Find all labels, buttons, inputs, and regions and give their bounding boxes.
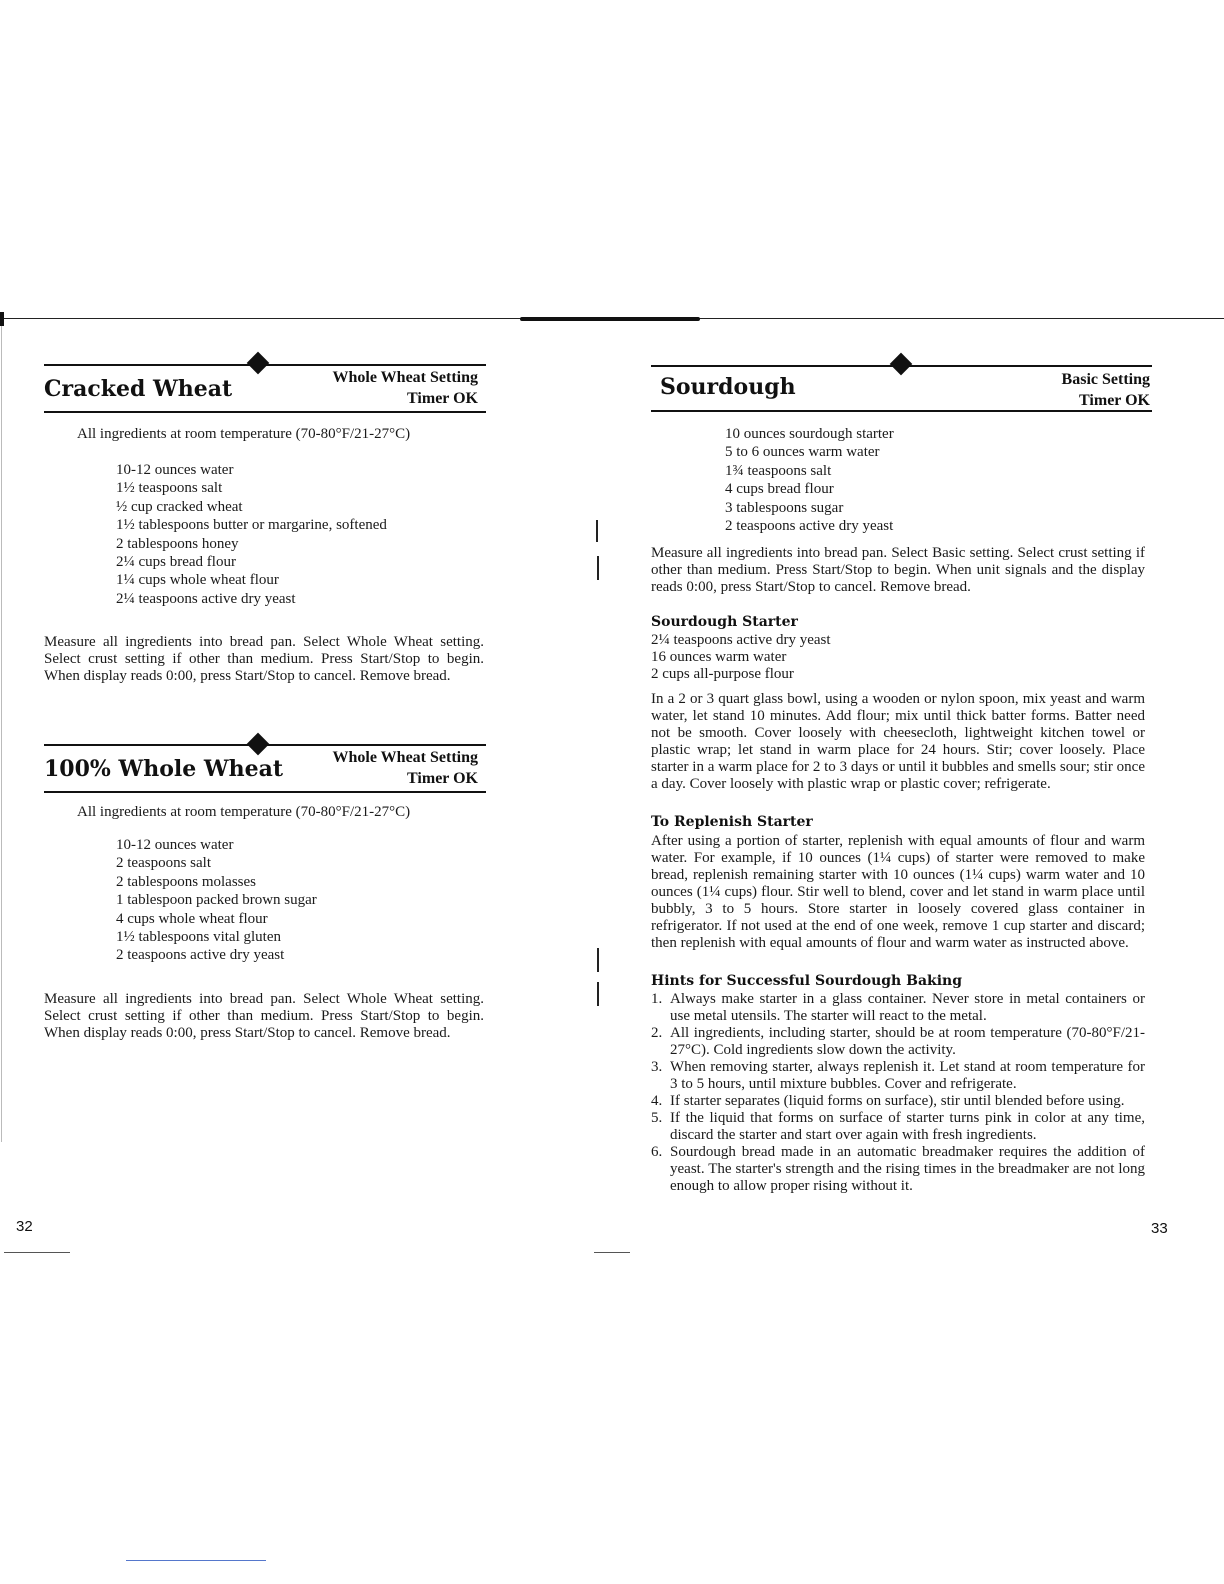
recipe-title: Sourdough <box>660 374 796 400</box>
ingredient: 2 teaspoons salt <box>116 855 211 872</box>
directions: Measure all ingredients into bread pan. Select Whole Wheat setting. Select crust setting if other than medium. Press Start/Stop to begin. When display reads 0:00, press Start/Stop to cancel. Remove bread. <box>44 991 484 1041</box>
page-number: 32 <box>16 1218 33 1235</box>
ingredient: 3 tablespoons sugar <box>725 499 844 516</box>
setting-label: Basic Setting <box>1061 371 1150 388</box>
ingredient: 16 ounces warm water <box>651 649 787 665</box>
directions: Measure all ingredients into bread pan. Select Basic setting. Select crust setting if other than medium. Press Start/Stop to begin. When unit signals and the display reads 0:00, press Start/Stop to cancel. Remove bread. <box>651 545 1145 595</box>
header-rule-bottom <box>44 411 486 413</box>
diamond-ornament <box>890 353 913 376</box>
list-item: 3. When removing starter, always replenish it. Let stand at room temperature for 3 to 5 hours, until mixture bubbles. Cover and refrigerate. <box>651 1059 1145 1092</box>
page-number: 33 <box>1151 1220 1168 1237</box>
diamond-ornament <box>247 733 270 756</box>
header-rule-bottom <box>44 791 486 793</box>
list-item: 5. If the liquid that forms on surface of starter turns pink in color at any time, discard the starter and start over again with fresh ingredients. <box>651 1110 1145 1143</box>
starter-ingredient-list <box>651 632 831 683</box>
starter-directions: In a 2 or 3 quart glass bowl, using a wooden or nylon spoon, mix yeast and warm water, let stand 10 minutes. Add flour; mix until thick batter forms. Batter need not be smooth. Cover loosely with cheesecloth, lightweight kitchen towel or plastic wrap; let stand in warm place for 24 hours. Stir; cover loosely. Place starter in a warm place for 2 to 3 days or until it bubbles and smells sour; stir once a day. Cover loosely with plastic wrap or plastic cover; refrigerate. <box>651 691 1145 792</box>
ingredient: 1½ tablespoons vital gluten <box>116 929 281 946</box>
recipe-setting <box>1062 369 1150 411</box>
list-item: 2. All ingredients, including starter, should be at room temperature (70-80°F/21-27°C). Cold ingredients slow down the activity. <box>651 1025 1145 1058</box>
binder-mark <box>597 556 599 580</box>
bottom-edge-line <box>4 1252 70 1253</box>
timer-label: Timer OK <box>1079 392 1150 409</box>
binder-mark <box>597 948 599 972</box>
list-item: 4. If starter separates (liquid forms on surface), stir until blended before using. <box>651 1093 1125 1109</box>
ingredient: 10-12 ounces water <box>116 837 234 853</box>
ingredient: 2 tablespoons honey <box>116 535 239 552</box>
ingredient: 1 tablespoon packed brown sugar <box>116 892 317 909</box>
ingredient: 2 teaspoons active dry yeast <box>725 518 894 535</box>
ingredient: 2¼ teaspoons active dry yeast <box>116 590 296 607</box>
ingredient-list <box>116 836 317 965</box>
ingredient: 5 to 6 ounces warm water <box>725 444 880 461</box>
hints-list <box>651 991 1145 1195</box>
ingredient: 2¼ teaspoons active dry yeast <box>651 632 831 648</box>
left-edge-mark <box>0 312 4 326</box>
setting-label: Whole Wheat Setting <box>332 369 478 386</box>
left-edge-line <box>1 326 2 1142</box>
top-scan-smudge <box>520 317 700 321</box>
replenish-directions: After using a portion of starter, replenish with equal amounts of flour and warm water. For example, if 10 ounces (1¼ cups) of starter were removed to make bread, replenish remaining starter with 10 ounces (1¼ cups) warm water and 10 ounces (1¼ cups) flour. Stir well to blend, cover and let stand in warm place until bubbly, 3 to 5 hours. Store starter in loosely covered glass container in refrigerator. If not used at the end of one week, remove 1 cup starter and discard; then replenish with equal amounts of flour and warm water as instructed above. <box>651 833 1145 951</box>
bottom-gutter-line <box>594 1252 630 1253</box>
ingredient: 2 tablespoons molasses <box>116 873 256 890</box>
setting-label: Whole Wheat Setting <box>332 749 478 766</box>
ingredient: 1½ teaspoons salt <box>116 480 223 497</box>
recipe-setting <box>333 747 478 789</box>
room-temp-note: All ingredients at room temperature (70-80°F/21-27°C) <box>77 804 411 820</box>
ingredient-list <box>725 425 894 535</box>
ingredient: ½ cup cracked wheat <box>116 498 243 515</box>
ingredient: 4 cups whole wheat flour <box>116 910 268 927</box>
ingredient: 2¼ cups bread flour <box>116 554 236 571</box>
list-item: 1. Always make starter in a glass container. Never store in metal containers or use metal utensils. The starter will react to the metal. <box>651 991 1145 1024</box>
bottom-scan-line <box>126 1560 266 1561</box>
ingredient: 2 cups all-purpose flour <box>651 666 794 682</box>
recipe-title: Cracked Wheat <box>44 376 233 402</box>
header-rule-bottom <box>651 410 1152 412</box>
ingredient: 10 ounces sourdough starter <box>725 426 894 442</box>
section-heading-hints: Hints for Successful Sourdough Baking <box>651 973 963 989</box>
timer-label: Timer OK <box>407 770 478 787</box>
ingredient: 2 teaspoons active dry yeast <box>116 947 285 964</box>
directions: Measure all ingredients into bread pan. Select Whole Wheat setting. Select crust setting if other than medium. Press Start/Stop to begin. When display reads 0:00, press Start/Stop to cancel. Remove bread. <box>44 634 484 684</box>
ingredient: 4 cups bread flour <box>725 481 834 498</box>
recipe-title: 100% Whole Wheat <box>44 756 283 782</box>
recipe-setting <box>333 367 478 409</box>
binder-mark <box>596 520 598 542</box>
diamond-ornament <box>247 352 270 375</box>
ingredient: 10-12 ounces water <box>116 462 234 478</box>
ingredient: 1¾ teaspoons salt <box>725 462 832 479</box>
list-item: 6. Sourdough bread made in an automatic breadmaker requires the addition of yeast. The starter's strength and the rising times in the breadmaker are not long enough to allow proper rising without it. <box>651 1144 1145 1194</box>
section-heading-starter: Sourdough Starter <box>651 614 798 630</box>
ingredient: 1¼ cups whole wheat flour <box>116 572 279 589</box>
ingredient-list <box>116 461 387 608</box>
room-temp-note: All ingredients at room temperature (70-80°F/21-27°C) <box>77 426 411 442</box>
ingredient: 1½ tablespoons butter or margarine, softened <box>116 517 387 534</box>
binder-mark <box>597 982 599 1006</box>
section-heading-replenish: To Replenish Starter <box>651 814 813 830</box>
timer-label: Timer OK <box>407 390 478 407</box>
